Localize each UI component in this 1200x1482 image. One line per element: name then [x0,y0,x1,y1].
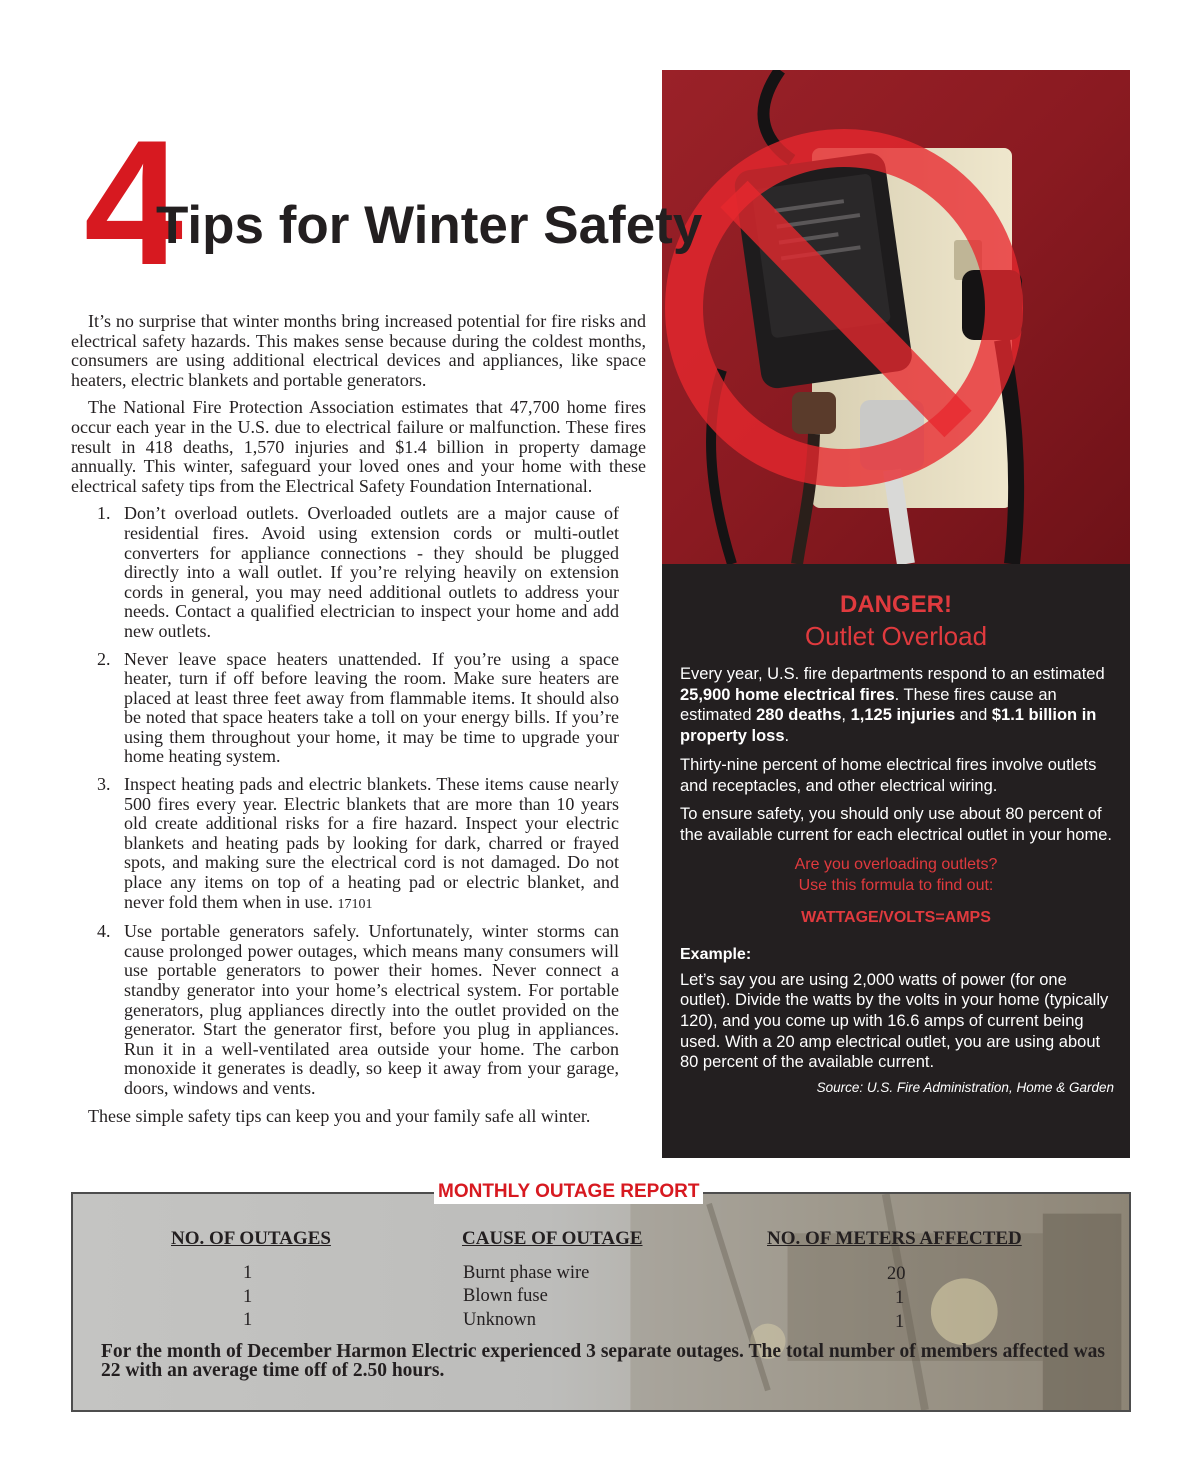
tip-item [71,775,646,914]
tip-item [71,922,646,1098]
danger-sidebar [662,564,1130,1158]
stats-deaths: 280 deaths [756,706,842,725]
intro-paragraph-2: The National Fire Protection Association estimates that 47,700 home fires occur each year in the U.S. due to electrical failure or malfunction. These fires result in 418 deaths, 1,570 injuries and $1.4 billion in property damage annually. This winter, safeguard your loved ones and your home with these electrical safety tips from the Electrical Safety Foundation International. [71,397,646,496]
stats-text: Every year, U.S. fire departments respond to an estimated [680,665,1105,683]
outage-cause: Blown fuse [463,1286,548,1306]
stats-injuries: 1,125 injuries [850,706,956,725]
intro-paragraph-1: It’s no surprise that winter months bring increased potential for fire risks and electrical safety hazards. This makes sense because during the coldest months, consumers are using additional electrical devices and appliances, like space heaters, electric blankets and portable generators. [71,311,646,390]
stats-text: . [784,727,790,746]
danger-paragraph-2: Thirty-nine percent of home electrical fires involve outlets and receptacles, and other electrical wiring. [680,755,1097,795]
outage-cause: Burnt phase wire [463,1263,590,1283]
stats-text: , [841,706,851,725]
stats-text: and [955,706,992,725]
outage-summary: For the month of December Harmon Electric experienced 3 separate outages. The total number of members affected was 22 with an average time off of 2.50 hours. [101,1341,1105,1381]
formula: WATTAGE/VOLTS=AMPS [801,908,991,926]
article-title [84,103,744,302]
outage-count: 1 [243,1310,253,1330]
outage-count: 1 [243,1263,253,1283]
article-body [71,312,646,1134]
tip-item [71,504,646,641]
danger-stats-paragraph [680,664,1114,747]
danger-body [662,664,1130,846]
tip-text: Never leave space heaters unattended. If you’re using a space heater, turn if off before leaving the room. Make sure heaters are placed at least three feet away from flammable items. It should also be noted that space heaters take a toll on your energy bills. If you’re using them throughout your home, it may be time to upgrade your home heating system. [124,648,619,767]
tip-number: 2. [97,648,111,669]
formula-prompt-line-1: Are you overloading outlets? [794,855,998,873]
title-text: Tips for Winter Safety [156,196,703,255]
outage-report-title: MONTHLY OUTAGE REPORT [434,1180,703,1204]
header-no-of-outages: NO. OF OUTAGES [171,1228,331,1249]
tip-code: 17101 [337,896,373,912]
tip-number: 1. [97,503,111,524]
outage-report [71,1192,1131,1412]
outage-meters: 1 [895,1312,905,1332]
stats-property-loss: $1.1 billion in property loss [680,706,1097,746]
example-heading: Example: [680,945,752,963]
example-text: Let’s say you are using 2,000 watts of power (for one outlet). Divide the watts by the volts in your home (typically 120), and you come up with 16.6 amps of current being used. With a 20 amp electrical outlet, you are using about 80 percent of the available current. [680,970,1109,1072]
tip-number: 4. [97,921,111,942]
header-cause-of-outage: CAUSE OF OUTAGE [462,1228,643,1249]
source-credit: Source: U.S. Fire Administration, Home & Garden [816,1080,1114,1096]
danger-heading: DANGER! [840,591,952,618]
formula-prompt-line-2: Use this formula to find out: [798,876,994,894]
closing-paragraph: These simple safety tips can keep you and your family safe all winter. [88,1105,591,1126]
outage-meters: 20 [887,1264,906,1284]
tip-item [71,650,646,768]
danger-paragraph-3: To ensure safety, you should only use about 80 percent of the available current for each electrical outlet in your home. [680,805,1112,844]
title-number: 4 [84,103,179,302]
tips-list [71,504,646,1098]
tip-number: 3. [97,774,111,795]
tip-text: Use portable generators safely. Unfortunately, winter storms can cause prolonged power outages, which means many consumers will use portable generators to power their homes. Never connect a standby generator into your home’s electrical system. For portable generators, plug appliances directly into the outlet provided on the generator. Start the generator first, before you plug in appliances. Run it in a well-ventilated area outside your home. The carbon monoxide it generates is deadly, so keep it away from your garage, doors, windows and vents. [124,921,619,1098]
stats-fires: 25,900 home electrical fires [680,685,895,704]
danger-subheading: Outlet Overload [804,621,988,651]
outage-meters: 1 [895,1288,905,1308]
formula-prompt [662,854,1130,896]
outage-count: 1 [243,1287,253,1307]
tip-text: Don’t overload outlets. Overloaded outlets are a major cause of residential fires. Avoid using extension cords or multi-outlet converters for appliance connections - they should be plugged directly into a wall outlet. If you’re relying heavily on extension cords in general, you may need additional outlets to address your needs. Contact a qualified electrician to inspect your home and add new outlets. [124,503,619,641]
header-meters-affected: NO. OF METERS AFFECTED [767,1228,1022,1249]
outage-cause: Unknown [463,1310,536,1330]
stats-text: . These fires cause an estimated [680,685,1057,725]
tip-text: Inspect heating pads and electric blankets. These items cause nearly 500 fires every year. Electric blankets that are more than 10 years old create additional risks for a fire hazard. Inspect your electric blankets and heating pads by looking for dark, charred or frayed spots, and making sure the electrical cord is not damaged. Do not place any items on top of a heating pad or electric blanket, and never fold them when in use. [124,774,619,912]
